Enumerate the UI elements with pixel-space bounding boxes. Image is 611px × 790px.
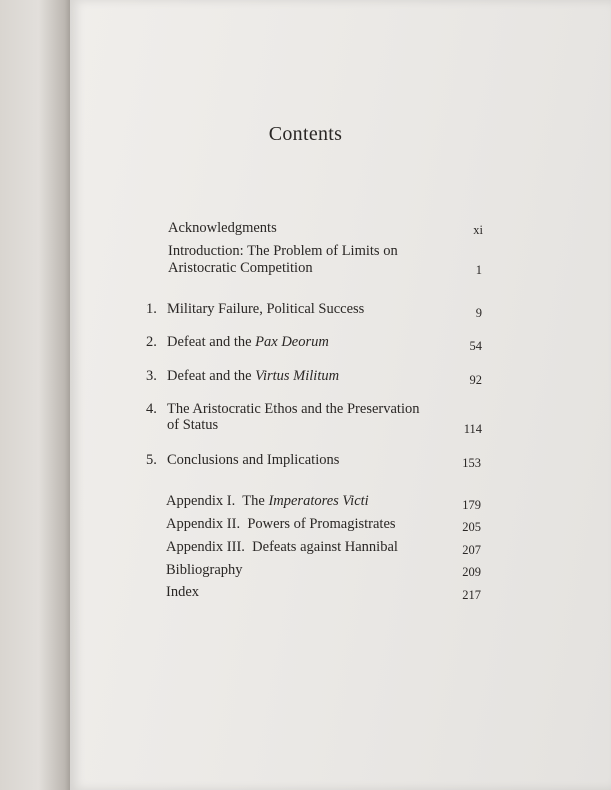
chapter-page: 92: [469, 373, 482, 387]
toc-entry-label: Index: [166, 584, 200, 600]
chapter-number: 4.: [146, 401, 157, 417]
chapter-title: Conclusions and Implications: [167, 452, 340, 468]
appendix-title: [166, 492, 369, 510]
appendix-italic: Imperatores Victi: [268, 493, 369, 509]
appendix-title: [166, 515, 396, 533]
appendix-page: 207: [462, 543, 481, 557]
appendix-prefix: Appendix II.: [166, 516, 241, 532]
chapter-page: 114: [463, 422, 482, 436]
chapter-title-italic: Pax Deorum: [255, 334, 329, 350]
book-gutter: [0, 0, 70, 790]
chapter-title: Military Failure, Political Success: [167, 301, 365, 317]
chapter-page: 9: [475, 306, 482, 320]
chapter-title-italic: Virtus Militum: [255, 368, 340, 384]
chapter-number: 3.: [146, 368, 157, 384]
appendix-prefix: Appendix I.: [166, 493, 236, 509]
book-page: [70, 0, 611, 790]
appendix-title: [166, 538, 398, 556]
appendix-rest: Defeats against Hannibal: [252, 539, 398, 555]
toc-entry-label-line1: Introduction: The Problem of Limits on: [168, 243, 398, 259]
chapter-title-prefix: Defeat and the: [167, 368, 252, 384]
chapter-page: 54: [469, 339, 482, 353]
appendix-rest: The: [242, 493, 265, 509]
chapter-title-line2: of Status: [167, 417, 219, 433]
toc-entry-page: 217: [462, 588, 481, 602]
chapter-title-prefix: Defeat and the: [167, 334, 252, 350]
toc-entry-page: 209: [462, 565, 481, 579]
chapter-title-line1: The Aristocratic Ethos and the Preservation: [167, 401, 420, 417]
chapter-title: [167, 367, 339, 385]
appendix-page: 179: [462, 498, 481, 512]
toc-entry-label: Acknowledgments: [168, 220, 277, 236]
toc-entry-label: Bibliography: [166, 562, 243, 578]
appendix-page: 205: [462, 520, 481, 534]
chapter-number: 5.: [146, 452, 157, 468]
chapter-page: 153: [462, 456, 481, 470]
appendix-rest: Powers of Promagistrates: [247, 516, 396, 532]
chapter-number: 2.: [146, 334, 157, 350]
toc-entry-page: xi: [473, 223, 483, 237]
toc-entry-label-line2: Aristocratic Competition: [168, 260, 313, 276]
appendix-prefix: Appendix III.: [166, 539, 245, 555]
chapter-number: 1.: [146, 301, 157, 317]
toc-entry-page: 1: [475, 263, 482, 277]
page-title: Contents: [268, 123, 343, 145]
chapter-title: [167, 333, 329, 351]
